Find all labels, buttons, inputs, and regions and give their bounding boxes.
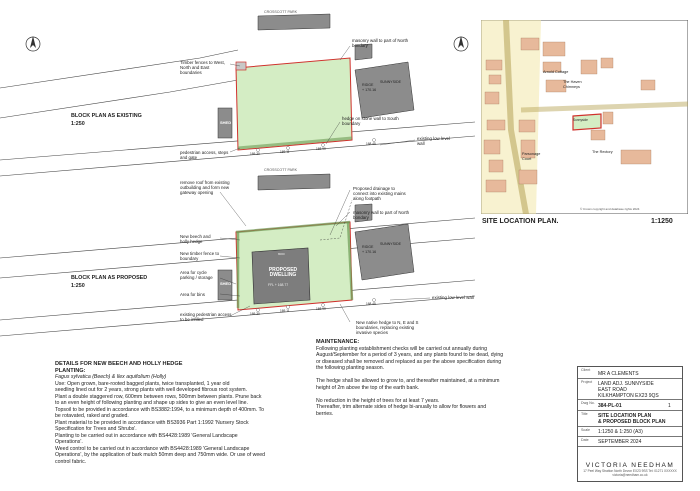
planting-heading: PLANTING:: [55, 367, 86, 374]
dimension-label: 8000: [278, 252, 285, 256]
tb-date-row: [578, 437, 682, 447]
shed-label-existing: SHED: [220, 120, 232, 125]
scale-key: Scale: [581, 428, 590, 432]
north-arrow-icon-2: [451, 34, 471, 54]
architect-address: 17 Peel Way Stratton North Devon EX23 9SS Tel: 01271 XXXXXX victoria@needham.co.uk: [583, 469, 677, 477]
road-label: CROSSCOTT PARK: [264, 10, 298, 14]
maintenance-line: August/September for a period of 3 years, and any plants found to be dead, dying: [316, 352, 504, 358]
project-line-1: LAND ADJ. SUNNYSIDE: [598, 381, 654, 387]
ridge-label-proposed: RIDGE: [362, 245, 374, 249]
note-line: Specification for Trees and Shrubs'.: [55, 426, 137, 432]
species-line: Fagus sylvatica (Beech) & Ilex aquifolium (Holly): [55, 374, 167, 380]
note-line: be rotavated, raked and graded.: [55, 413, 129, 419]
date-value: SEPTEMBER 2024: [598, 439, 642, 445]
project-key: Project: [581, 380, 593, 384]
shed-label-proposed: SHED: [220, 281, 232, 286]
dwg-key: Dwg No.: [581, 401, 595, 405]
level-8: 168.45: [366, 302, 376, 306]
project-line-3: KILKHAMPTON EX23 9QS: [598, 393, 659, 399]
tb-scale-row: [578, 427, 682, 437]
title-line-1: SITE LOCATION PLAN: [598, 413, 652, 419]
maintenance-line: the following planting season.: [316, 365, 385, 371]
cycle-area-note: Area for cycle parking / storage: [180, 270, 213, 280]
note-line: Use: Open grown, bare-rooted bagged plants, twice transplanted, 1 year old: [55, 380, 230, 387]
note-line: Topsoil to be provided in accordance with BS3882:1994, to a minimum depth of 400mm. To: [55, 406, 264, 413]
low-wall-note-proposed: existing low level wall: [432, 295, 474, 300]
ridge-label: RIDGE: [362, 83, 374, 87]
maintenance-line: The hedge shall be allowed to grow to, and thereafter maintained, at a minimum: [316, 378, 500, 384]
level-5: 169.30: [250, 312, 260, 316]
sunnyside-label-proposed: SUNNYSIDE: [380, 242, 401, 246]
maintenance-line: height of 2m above the top of the earth bank.: [316, 384, 420, 391]
level-4: 168.45: [366, 142, 376, 146]
masonry-wall-note: masonry wall to part of North bondary: [352, 38, 409, 48]
level-1: 169.30: [250, 152, 260, 156]
note-line: to an even height of following planting and shape up sides to give an even level line.: [55, 400, 248, 406]
road-label-2: CROSSCOTT PARK: [264, 168, 298, 172]
existing-plan-scale: 1:250: [71, 121, 85, 127]
maintenance-heading: MAINTENANCE:: [316, 339, 360, 345]
note-line: Plant a double staggered row, 600mm between rows, 500mm between plants. Prune back: [55, 393, 262, 400]
maintenance-line: Following planting establishment checks will be carried out annually during: [316, 345, 487, 352]
hedge-wall-note: hedge on stone wall to South boundary: [342, 116, 399, 126]
note-line: Plant material to be provided in accordance with BS3936 Part 1:1992 'Nursery Stock: [55, 419, 249, 426]
neighbor-building: [258, 14, 330, 30]
title-line-2: & PROPOSED BLOCK PLAN: [598, 419, 666, 425]
pedestrian-note: pedestrian access, steps and gate: [180, 150, 229, 160]
proposed-plan-scale: 1:250: [71, 283, 85, 289]
maintenance-notes: [316, 339, 558, 417]
level-7: 168.90: [316, 307, 326, 311]
timber-fence-note: New timber fence to boundary: [180, 251, 220, 261]
date-key: Date: [581, 438, 589, 442]
proposed-dwelling-label: PROPOSED DWELLING: [268, 267, 298, 278]
maintenance-line: Thereafter, trim alternate sides of hedge bi-anually to allow for flowers and: [316, 404, 487, 410]
tb-project-row: [578, 379, 682, 400]
maintenance-line: or diseased shall be removed and replaced as per the above specification during: [316, 358, 502, 365]
rev-value: 1: [668, 403, 671, 409]
tb-dwg-row: [578, 400, 682, 411]
site-location-map: [481, 20, 688, 214]
site-location-scale: 1:1250: [651, 218, 673, 225]
note-line: seedling lined out for 2 years, strong plants with well developed fibrous root system.: [55, 387, 248, 393]
note-line: control fabric.: [55, 458, 87, 465]
block-plans-drawing: [0, 0, 475, 340]
hedge-notes: [55, 361, 305, 465]
architect-name: VICTORIA NEEDHAM: [585, 462, 675, 469]
dwg-value: 384-PL-01: [598, 403, 622, 409]
note-line: Weed control to be carried out in accordance with BS4428:1989 'General Landscape: [55, 445, 250, 452]
remove-roof-note: remove roof from existing outbuilding and form new gateway opening: [180, 180, 230, 195]
bins-area-note: Area for bins: [180, 292, 205, 297]
map-label-arnold: Arnold Cottage: [543, 70, 569, 74]
site-location-title: SITE LOCATION PLAN.: [482, 218, 559, 225]
map-copyright: © Crown copyright and database rights 2024: [580, 207, 640, 211]
map-label-parsonage: Parsonage Court: [522, 152, 541, 161]
note-line: Planting to be carried out in accordance with BS4428:1989 'General Landscape: [55, 432, 238, 439]
project-line-2: EAST ROAD: [598, 387, 627, 393]
low-wall-note: existing low level wall: [417, 136, 450, 146]
ffl-label: FFL + 168.77: [268, 283, 289, 287]
level-3: 168.90: [316, 147, 326, 151]
maintenance-line: No reduction in the height of trees for at least 7 years.: [316, 397, 440, 404]
tb-client-row: [578, 367, 682, 379]
ridge-level-proposed: + 170.16: [362, 250, 377, 254]
note-line: Operations', by the application of bark mulch 50mm deep and 750mm wide. Or use of weed: [55, 452, 266, 458]
map-label-sunnyside: Sunnyside: [573, 118, 588, 122]
map-label-haven: The Haven Chimneys: [563, 80, 582, 89]
hedge-heading: DETAILS FOR NEW BEECH AND HOLLY HEDGE: [55, 361, 183, 367]
tb-title-row: [578, 411, 682, 427]
masonry-wall-note-proposed: masonry wall to part of North bondary: [353, 210, 410, 220]
level-6: 169.11: [280, 309, 290, 313]
title-block: [577, 366, 683, 482]
client-key: Client: [581, 368, 591, 372]
beech-holly-note: New beech and holly hedge: [180, 234, 211, 244]
note-line: Operations'.: [55, 439, 83, 445]
north-arrow-icon: [26, 36, 40, 51]
ridge-level: + 170.16: [362, 88, 377, 92]
proposed-plan-title: BLOCK PLAN AS PROPOSED: [71, 275, 148, 281]
client-value: MR A CLEMENTS: [598, 371, 639, 377]
title-key: Title: [581, 412, 588, 416]
timber-fences-note: Timber fences to West, North and East boundaries: [180, 60, 225, 75]
infilled-note: existing pedestrian access to be infilled: [180, 312, 232, 322]
scale-value: 1:1250 & 1:250 (A3): [598, 429, 643, 435]
map-label-rectory: The Rectory: [592, 150, 613, 154]
existing-plan-title: BLOCK PLAN AS EXISTING: [71, 113, 142, 119]
maintenance-line: berries.: [316, 410, 334, 417]
native-hedge-note: New native hedge to N, E and S boundaries, replacing existing invasive species: [356, 320, 419, 335]
existing-site: [236, 58, 352, 150]
drainage-note: Proposed drainage to connect into existing mains along footpath: [353, 186, 406, 201]
level-2: 169.11: [280, 150, 290, 154]
sunnyside-label: SUNNYSIDE: [380, 80, 401, 84]
